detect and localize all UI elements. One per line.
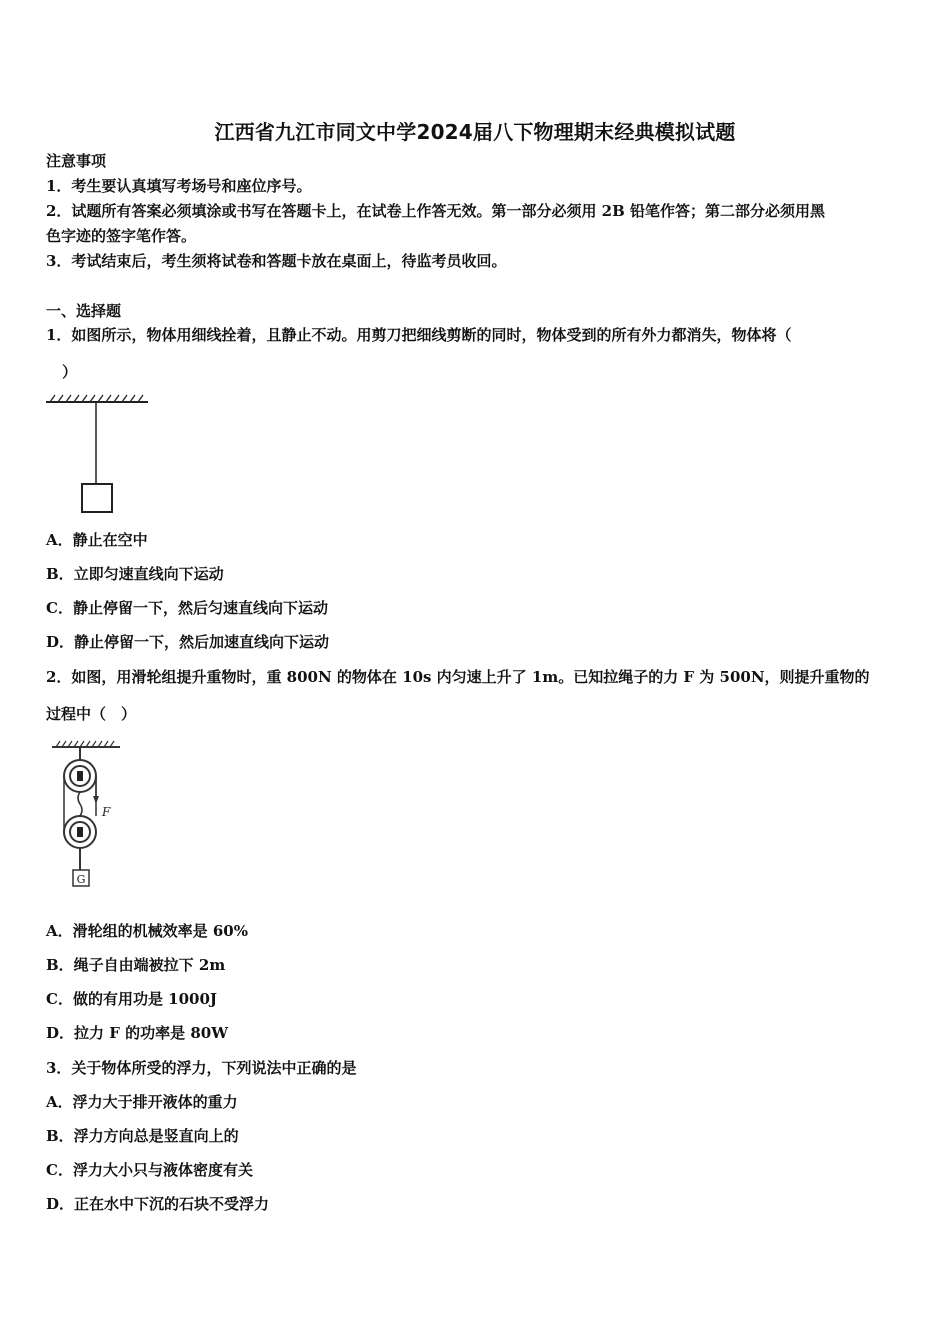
q1-stem: 1．如图所示，物体用细线拴着，且静止不动。用剪刀把细线剪断的同时，物体受到的所有外力都消失，物体将（	[46, 326, 792, 344]
q2-stem-cont: 过程中（ ）	[46, 705, 137, 723]
notice-heading: 注意事项	[46, 152, 107, 170]
q3-option-d: D．正在水中下沉的石块不受浮力	[46, 1195, 270, 1213]
q1-hanging-block-figure	[44, 392, 154, 516]
q2-option-c: C．做的有用功是 1000J	[46, 990, 218, 1008]
q1-option-c: C．静止停留一下，然后匀速直线向下运动	[46, 599, 328, 617]
q3-option-a: A．浮力大于排开液体的重力	[46, 1093, 238, 1111]
q2-option-a: A．滑轮组的机械效率是 60%	[46, 922, 248, 940]
page-title: 江西省九江市同文中学2024届八下物理期末经典模拟试题	[214, 120, 736, 144]
q2-option-d: D．拉力 F 的功率是 80W	[46, 1024, 229, 1042]
q1-option-d: D．静止停留一下，然后加速直线向下运动	[46, 633, 330, 651]
q2-pulley-figure	[48, 738, 128, 894]
section-heading: 一、选择题	[46, 302, 122, 320]
movable-pulley	[64, 816, 96, 848]
q3-option-c: C．浮力大小只与液体密度有关	[46, 1161, 253, 1179]
q1-option-b: B．立即匀速直线向下运动	[46, 565, 224, 583]
weight-label: G	[76, 873, 86, 886]
force-label: F	[102, 805, 111, 819]
q2-stem: 2．如图，用滑轮组提升重物时，重 800N 的物体在 10s 内匀速上升了 1m。已知拉绳子的力 F 为 500N，则提升重物的	[46, 668, 870, 686]
q3-option-b: B．浮力方向总是竖直向上的	[46, 1127, 239, 1145]
q3-stem: 3．关于物体所受的浮力，下列说法中正确的是	[46, 1059, 357, 1077]
fixed-pulley	[64, 760, 96, 792]
notice-item-1: 1．考生要认真填写考场号和座位序号。	[46, 177, 312, 195]
q2-option-b: B．绳子自由端被拉下 2m	[46, 956, 226, 974]
q1-stem-cont: ）	[62, 363, 78, 381]
notice-item-3: 3．考试结束后，考生须将试卷和答题卡放在桌面上，待监考员收回。	[46, 252, 507, 270]
q1-option-a: A．静止在空中	[46, 531, 148, 549]
block	[82, 484, 112, 512]
notice-item-2: 2．试题所有答案必须填涂或书写在答题卡上，在试卷上作答无效。第一部分必须用 2B 铅笔作答；第二部分必须用黑	[46, 202, 826, 220]
notice-item-2-cont: 色字迹的签字笔作答。	[46, 227, 197, 245]
